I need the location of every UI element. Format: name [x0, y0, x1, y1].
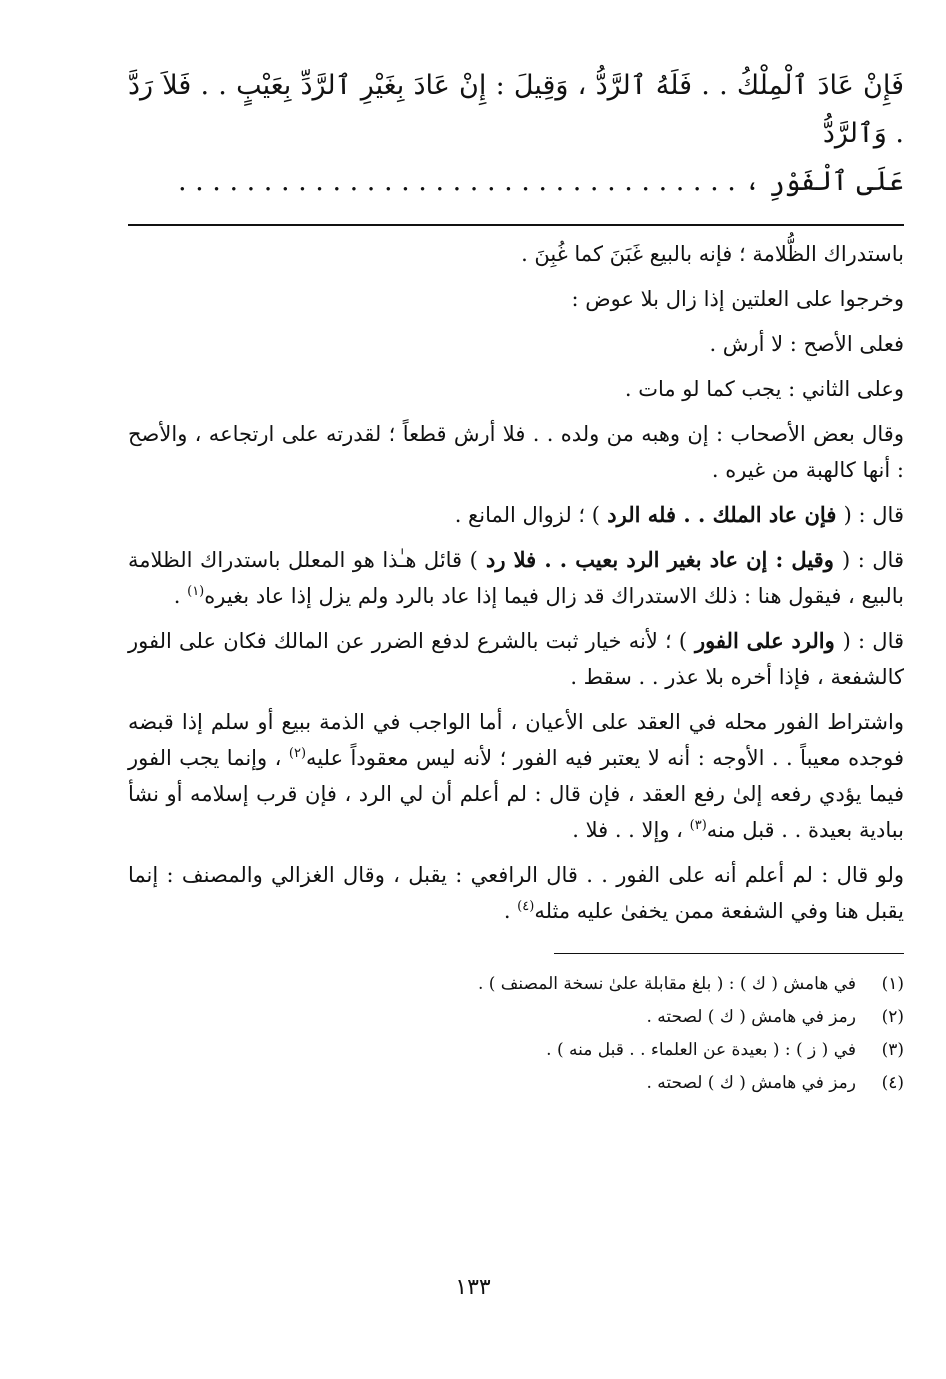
- p6-tail: ) ؛ لزوال المانع .: [454, 503, 600, 527]
- p8-lead: قال : (: [842, 629, 905, 653]
- footnote-ref-3: (٣): [689, 818, 707, 833]
- matn-line-2: [128, 158, 904, 206]
- p9-part-a: واشتراط الفور محله في العقد على الأعيان ، أما الواجب في الذمة ببيع أو سلم إذا قبضه فوجده معيباً . . الأوجه : أنه لا يعتبر فيه الفور ؛ لأنه ليس معقوداً عليه: [128, 710, 904, 770]
- paragraph-1: باستدراك الظُّلامة ؛ فإنه بالبيع غَبَنَ كما غُبِنَ .: [521, 242, 904, 266]
- footnote-ref-2: (٢): [288, 746, 307, 761]
- footnote-text: في هامش ( ك ) : ( بلغ مقابلة علىٰ نسخة المصنف ) .: [477, 974, 856, 994]
- paragraph-3: فعلى الأصح : لا أرش .: [709, 332, 904, 356]
- p9-part-b: ، وإنما يجب الفور فيما يؤدي رفعه إلىٰ رفع العقد ، فإن قال : لم أعلم أن لي الرد ، فإن قرب إسلامه أو نشأ ببادية بعيدة . . قبل منه: [128, 746, 904, 842]
- page-number: ١٣٣: [455, 1275, 491, 1300]
- paragraph-6: [128, 497, 904, 533]
- footnote-2: [128, 1001, 904, 1034]
- footnote-text: رمز في هامش ( ك ) لصحته .: [646, 1073, 856, 1093]
- p9-part-c: ، وإلا . . فلا .: [572, 818, 690, 842]
- paragraph-10: [128, 857, 904, 929]
- p8-quote: والرد على الفور: [687, 628, 843, 653]
- footnote-3: [128, 1034, 904, 1067]
- p10-part-a: ولو قال : لم أعلم أنه على الفور . . قال الرافعي : يقبل ، وقال الغزالي والمصنف : إنما يقبل هنا وفي الشفعة ممن يخفىٰ عليه مثله: [128, 863, 904, 923]
- paragraph-7: [128, 542, 904, 614]
- footnote-ref-4: (٤): [517, 899, 535, 914]
- footnotes: [128, 968, 904, 1100]
- footnote-ref-1: (١): [187, 584, 205, 599]
- matn-dots: . . . . . . . . . . . . . . . . . . . . . . . . . . . . . . . . .: [177, 166, 736, 197]
- paragraph-9: [128, 704, 904, 848]
- p7-tail: ) قائل هـٰذا هو المعلل باستدراك الظلامة بالبيع ، فيقول هنا : ذلك الاستدراك قد زال فيما إذا عاد بالرد ولم يزل إذا عاد بغيره: [128, 548, 904, 608]
- footnote-number: (١): [881, 974, 904, 994]
- footnote-4: [128, 1067, 904, 1100]
- page-body: [128, 62, 904, 1100]
- p7-lead: قال : (: [842, 548, 904, 572]
- p6-quote: فإن عاد الملك . . فله الرد: [599, 502, 844, 527]
- matn-text: [128, 62, 904, 206]
- footnote-text: رمز في هامش ( ك ) لصحته .: [646, 1007, 856, 1027]
- p8-tail: ) ؛ لأنه خيار ثبت بالشرع لدفع الضرر عن المالك فكان على الفور كالشفعة ، فإذا أخره بلا عذر . . سقط .: [128, 629, 904, 689]
- commentary-text: [128, 236, 904, 929]
- footnote-number: (٣): [881, 1040, 904, 1060]
- paragraph-8: [128, 623, 904, 695]
- paragraph-2: وخرجوا على العلتين إذا زال بلا عوض :: [571, 287, 904, 311]
- paragraph-5: وقال بعض الأصحاب : إن وهبه من ولده . . فلا أرش قطعاً ؛ لقدرته على ارتجاعه ، والأصح : أنها كالهبة من غيره .: [128, 422, 904, 482]
- p7-quote: وقيل : إن عاد بغير الرد بعيب . . فلا رد: [477, 547, 842, 572]
- matn-line-2-text: عَلَى ٱلْفَوْرِ ،: [744, 166, 904, 197]
- footnote-number: (٤): [881, 1073, 904, 1093]
- p10-part-b: .: [503, 899, 518, 923]
- footnote-number: (٢): [881, 1007, 904, 1027]
- p6-lead: قال : (: [843, 503, 904, 527]
- p7-end: .: [173, 584, 188, 608]
- footnote-text: في ( ز ) : ( بعيدة عن العلماء . . قبل منه ) .: [546, 1040, 856, 1060]
- paragraph-4: وعلى الثاني : يجب كما لو مات .: [624, 377, 904, 401]
- matn-separator: [128, 224, 904, 226]
- footnote-1: [128, 968, 904, 1001]
- matn-line-1: فَإِنْ عَادَ ٱلْمِلْكُ . . فَلَهُ ٱلرَّدُّ ، وَقِيلَ : إِنْ عَادَ بِغَيْرِ ٱلرَّدِّ بِعَيْبٍ . . فَلاَ رَدَّ . وَٱلرَّدُّ: [128, 70, 904, 149]
- footnote-separator: [554, 953, 904, 954]
